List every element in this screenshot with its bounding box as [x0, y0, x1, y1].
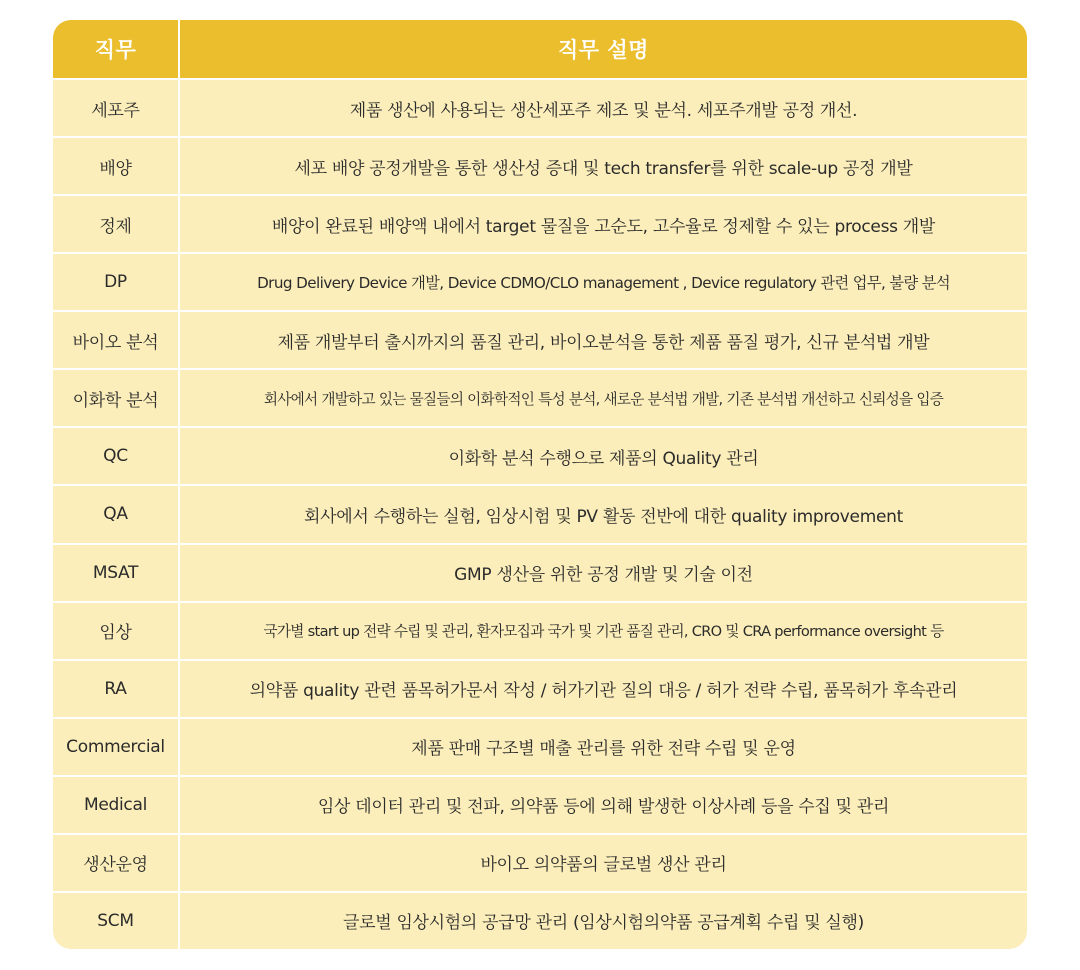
- row-description: 회사에서 수행하는 실험, 임상시험 및 PV 활동 전반에 대한 quality improvement: [180, 484, 1027, 542]
- row-description: GMP 생산을 위한 공정 개발 및 기술 이전: [180, 543, 1027, 601]
- row-role: 이화학 분석: [53, 368, 180, 426]
- row-role: 세포주: [53, 78, 180, 136]
- row-description: 배양이 완료된 배양액 내에서 target 물질을 고순도, 고수율로 정제할 수 있는 process 개발: [180, 194, 1027, 252]
- row-description: 회사에서 개발하고 있는 물질들의 이화학적인 특성 분석, 새로운 분석법 개발, 기존 분석법 개선하고 신뢰성을 입증: [180, 368, 1027, 426]
- row-role: QC: [53, 426, 180, 484]
- row-description: 제품 판매 구조별 매출 관리를 위한 전략 수립 및 운영: [180, 717, 1027, 775]
- row-description: 이화학 분석 수행으로 제품의 Quality 관리: [180, 426, 1027, 484]
- row-role: RA: [53, 659, 180, 717]
- row-description: 글로벌 임상시험의 공급망 관리 (임상시험의약품 공급계획 수립 및 실행): [180, 891, 1027, 949]
- row-description: 세포 배양 공정개발을 통한 생산성 증대 및 tech transfer를 위한 scale-up 공정 개발: [180, 136, 1027, 194]
- row-role: 바이오 분석: [53, 310, 180, 368]
- row-description: 바이오 의약품의 글로벌 생산 관리: [180, 833, 1027, 891]
- row-description: 임상 데이터 관리 및 전파, 의약품 등에 의해 발생한 이상사례 등을 수집 및 관리: [180, 775, 1027, 833]
- row-role: 정제: [53, 194, 180, 252]
- row-role: 생산운영: [53, 833, 180, 891]
- row-role: Medical: [53, 775, 180, 833]
- row-role: 임상: [53, 601, 180, 659]
- header-description: 직무 설명: [180, 20, 1027, 78]
- row-role: SCM: [53, 891, 180, 949]
- row-description: 제품 생산에 사용되는 생산세포주 제조 및 분석. 세포주개발 공정 개선.: [180, 78, 1027, 136]
- row-description: 국가별 start up 전략 수립 및 관리, 환자모집과 국가 및 기관 품질 관리, CRO 및 CRA performance oversight 등: [180, 601, 1027, 659]
- row-description: Drug Delivery Device 개발, Device CDMO/CLO management , Device regulatory 관련 업무, 불량 분석: [180, 252, 1027, 310]
- row-role: QA: [53, 484, 180, 542]
- row-role: 배양: [53, 136, 180, 194]
- row-description: 제품 개발부터 출시까지의 품질 관리, 바이오분석을 통한 제품 품질 평가, 신규 분석법 개발: [180, 310, 1027, 368]
- header-role: 직무: [53, 20, 180, 78]
- row-description: 의약품 quality 관련 품목허가문서 작성 / 허가기관 질의 대응 / 허가 전략 수립, 품목허가 후속관리: [180, 659, 1027, 717]
- row-role: MSAT: [53, 543, 180, 601]
- job-description-table: [53, 20, 1027, 949]
- row-role: DP: [53, 252, 180, 310]
- row-role: Commercial: [53, 717, 180, 775]
